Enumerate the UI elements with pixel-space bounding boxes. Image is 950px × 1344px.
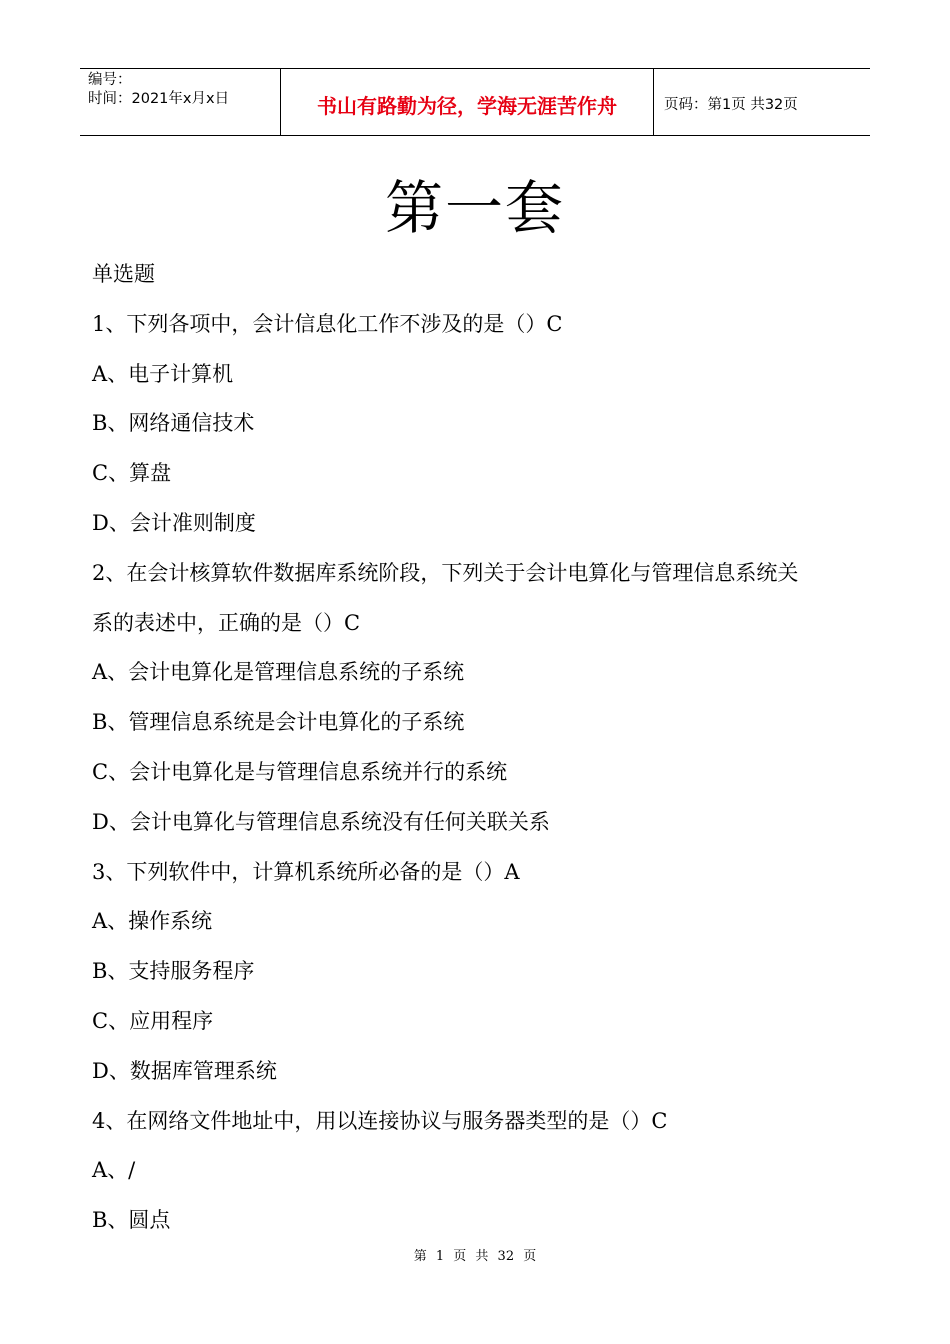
header-meta bbox=[80, 69, 281, 135]
q3-option-a: A、操作系统 bbox=[92, 909, 213, 934]
question-1: 1、下列各项中，会计信息化工作不涉及的是（）C bbox=[92, 311, 563, 336]
q4-option-a: A、/ bbox=[92, 1158, 136, 1183]
q1-option-b: B、网络通信技术 bbox=[92, 411, 255, 436]
q2-option-a: A、会计电算化是管理信息系统的子系统 bbox=[92, 660, 465, 685]
q3-option-b: B、支持服务程序 bbox=[92, 959, 255, 984]
question-3: 3、下列软件中，计算机系统所必备的是（）A bbox=[92, 859, 520, 884]
document-title: 第一套 bbox=[384, 174, 565, 242]
header-time-label: 时间：2021年x月x日 bbox=[88, 91, 230, 107]
document-body bbox=[92, 250, 872, 1246]
q2-option-b: B、管理信息系统是会计电算化的子系统 bbox=[92, 710, 465, 735]
q2-option-c: C、会计电算化是与管理信息系统并行的系统 bbox=[92, 759, 508, 784]
question-4: 4、在网络文件地址中，用以连接协议与服务器类型的是（）C bbox=[92, 1108, 668, 1133]
section-heading: 单选题 bbox=[92, 262, 155, 286]
q4-option-b: B、圆点 bbox=[92, 1208, 171, 1233]
q3-option-d: D、数据库管理系统 bbox=[92, 1058, 277, 1083]
q1-option-d: D、会计准则制度 bbox=[92, 510, 256, 535]
page-footer: 第 1 页 共 32 页 bbox=[413, 1249, 537, 1264]
q1-option-a: A、电子计算机 bbox=[92, 361, 234, 386]
q3-option-c: C、应用程序 bbox=[92, 1008, 214, 1033]
q1-option-c: C、算盘 bbox=[92, 461, 172, 486]
header-page-info: 页码：第1页 共32页 bbox=[664, 96, 798, 113]
page-header bbox=[80, 68, 870, 136]
question-2-line-1: 2、在会计核算软件数据库系统阶段，下列关于会计电算化与管理信息系统关 bbox=[92, 560, 799, 585]
header-motto: 书山有路勤为径，学海无涯苦作舟 bbox=[281, 69, 654, 135]
header-code-label: 编号： bbox=[88, 72, 132, 88]
q2-option-d: D、会计电算化与管理信息系统没有任何关联关系 bbox=[92, 809, 550, 834]
question-2-line-2: 系的表述中，正确的是（）C bbox=[92, 610, 361, 635]
